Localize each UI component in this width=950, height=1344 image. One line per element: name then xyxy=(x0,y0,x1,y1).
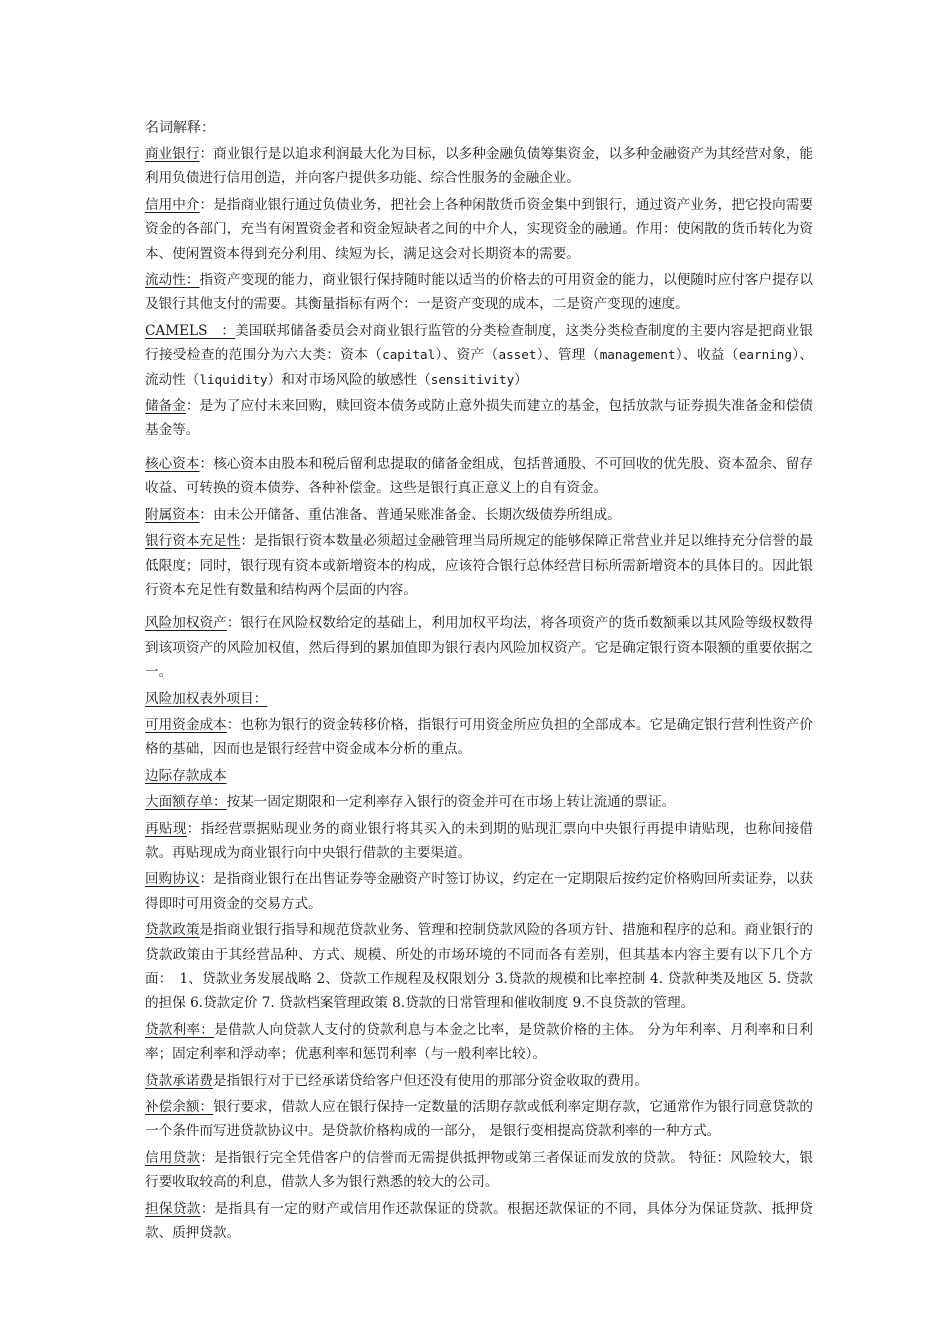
entry-definition: 美国联邦储备委员会对商业银行监管的分类检查制度，这类分类检查制度的主要内容是把商业银行接受检查的范围分为六大类：资本（ xyxy=(145,322,814,364)
glossary-entry xyxy=(145,503,813,527)
glossary-entry xyxy=(145,713,813,762)
entry-definition: 是指商业银行通过负债业务，把社会上各种闲散货币资金集中到银行，通过资产业务，把它投向需要资金的各部门，充当有闲置资金者和资金短缺者之间的中介人，实现资金的融通。作用：使闲散的货币转化为资本、使闲置资本得到充分利用、续短为长，满足这会对长期资本的需要。 xyxy=(145,196,814,262)
entry-term: 补偿余额： xyxy=(145,1099,214,1116)
entry-separator: ： xyxy=(199,506,213,523)
glossary-entry xyxy=(145,790,813,814)
entry-definition: ）、资产（ xyxy=(435,347,499,364)
entry-definition: ）、收益（ xyxy=(675,347,739,364)
glossary-entry xyxy=(145,142,813,191)
entry-definition: ） xyxy=(514,371,528,388)
entry-definition: ）、流动性（ xyxy=(145,347,814,388)
glossary-entry xyxy=(145,1018,813,1067)
glossary-entry xyxy=(145,193,813,266)
entry-term: 贷款利率： xyxy=(145,1021,215,1038)
entry-definition: 是指银行对于已经承诺贷给客户但还没有使用的那部分资金收取的费用。 xyxy=(212,1072,648,1089)
glossary-entry xyxy=(145,1095,813,1144)
entry-separator: ： xyxy=(199,196,214,213)
entry-separator: ： xyxy=(240,533,255,550)
entry-term: 储备金 xyxy=(145,398,186,415)
entry-definition: 是指银行资本数量必须超过金融管理当局所规定的能够保障正常营业并足以维持充分信誉的最低限度；同时，银行现有资本或新增资本的构成，应该符合银行总体经营目标所需新增资本的具体目的。因此银行资本充足性有数量和结构两个层面的内容。 xyxy=(145,533,814,598)
entry-english-term: sensitivity xyxy=(430,371,515,387)
entry-definition: 是借款人向贷款人支付的贷款利息与本金之比率，是贷款价格的主体。 分为年利率、月利率和日利率；固定利率和浮动率；优惠利率和惩罚利率（与一般利率比较）。 xyxy=(145,1021,813,1063)
entry-separator: ： xyxy=(199,871,214,888)
entry-separator: ： xyxy=(200,1200,215,1217)
glossary-entry xyxy=(145,1069,813,1093)
entry-separator: ： xyxy=(226,615,241,632)
entry-definition: 是指银行完全凭借客户的信誉而无需提供抵押物或第三者保证而发放的贷款。 特征：风险较大，银行要收取较高的利息，借款人多为银行熟悉的较大的公司。 xyxy=(145,1149,813,1191)
entry-definition: 由未公开储备、重估准备、普通呆账准备金、长期次级债券所组成。 xyxy=(212,506,621,523)
entry-separator: ： xyxy=(199,146,214,162)
entry-definition: 是指具有一定的财产或信用作还款保证的贷款。根据还款保证的不同，具体分为保证贷款、抵押贷款、质押贷款。 xyxy=(145,1200,814,1242)
entry-term: 贷款政策 xyxy=(145,922,200,939)
entry-term: 信用贷款 xyxy=(145,1149,201,1166)
entry-term: 核心资本 xyxy=(145,455,200,472)
glossary-entry xyxy=(145,1197,813,1246)
entry-definition: 银行在风险权数给定的基础上，利用加权平均法，将各项资产的货币数额乘以其风险等级权数得到该项资产的风险加权值，然后得到的累加值即为银行表内风险加权资产。它是确定银行资本限额的重要依据之一。 xyxy=(145,615,814,681)
entry-term: 信用中介 xyxy=(145,196,200,213)
entry-english-term: capital xyxy=(382,347,436,363)
glossary-entry xyxy=(145,452,813,501)
glossary-entry xyxy=(145,268,813,317)
entry-term: 贷款承诺费 xyxy=(145,1072,213,1089)
entry-term: 可用资金成本 xyxy=(145,716,227,733)
entry-definition: 按某一固定期限和一定利率存入银行的资金并可在市场上转让流通的票证。 xyxy=(226,794,676,811)
glossary-entry xyxy=(145,867,813,916)
document-page xyxy=(145,116,813,1247)
entry-definition: 是指商业银行指导和规范贷款业务、管理和控制贷款风险的各项方针、措施和程序的总和。商业银行的贷款政策由于其经营品种、方式、规模、所处的市场环境的不同而各有差别，但其基本内容主要有以下几个方面： 1、贷款业务发展战略 2、贷款工作规程及权限划分 3.贷款的规模和比率控制 4. 贷款种类及地区 5. 贷款的担保 6.贷款定价 7. 贷款档案管理政策 8.贷款的日常管理和催收制度 9.不良贷款的管理。 xyxy=(145,922,814,1012)
glossary-entry xyxy=(145,529,813,602)
entry-separator: ： xyxy=(186,820,201,837)
glossary-entry xyxy=(145,687,813,711)
entry-definition: 商业银行是以追求利润最大化为目标，以多种金融负债筹集资金，以多种金融资产为其经营对象，能利用负债进行信用创造，并向客户提供多功能、综合性服务的金融企业。 xyxy=(145,146,814,187)
page-heading: 名词解释： xyxy=(145,120,215,136)
glossary-entry xyxy=(145,764,813,788)
glossary-entry xyxy=(145,319,813,392)
entry-term: 担保贷款 xyxy=(145,1200,201,1217)
entry-separator: ： xyxy=(200,1149,215,1166)
entry-english-term: management xyxy=(599,347,676,363)
entry-english-term: earning xyxy=(738,347,792,363)
entry-separator: ： xyxy=(185,398,200,415)
entry-term: 风险加权表外项目： xyxy=(145,690,268,707)
entry-term: 商业银行 xyxy=(145,146,200,162)
entry-definition: 指经营票据贴现业务的商业银行将其买入的未到期的贴现汇票向中央银行再提申请贴现，也称间接借款。再贴现成为商业银行向中央银行借款的主要渠道。 xyxy=(145,820,814,861)
glossary-entry xyxy=(145,918,813,1016)
entry-separator: ： xyxy=(226,716,241,733)
entry-english-term: asset xyxy=(498,347,537,363)
glossary-entry xyxy=(145,1146,813,1195)
entry-separator: ： xyxy=(199,455,214,472)
entry-term: 附属资本 xyxy=(145,506,200,523)
glossary-entry xyxy=(145,817,813,866)
entry-definition: 银行要求，借款人应在银行保持一定数量的活期存款或低利率定期存款，它通常作为银行同意贷款的一个条件而写进贷款协议中。是贷款价格构成的一部分， 是银行变相提高贷款利率的一种方式。 xyxy=(145,1099,814,1140)
entry-term: 风险加权资产 xyxy=(145,615,227,632)
entry-definition: 核心资本由股本和税后留利忠提取的储备金组成，包括普通股、不可回收的优先股、资本盈余、留存收益、可转换的资本债券、各种补偿金。这些是银行真正意义上的自有资金。 xyxy=(145,455,814,497)
glossary-entry xyxy=(145,394,813,443)
entry-definition: ）和对市场风险的敏感性（ xyxy=(267,371,431,388)
entry-definition: 是为了应付未来回购，赎回资本债务或防止意外损失而建立的基金，包括放款与证券损失准备金和偿债基金等。 xyxy=(145,398,814,439)
entry-term: 再贴现 xyxy=(145,820,187,837)
entry-term: 流动性： xyxy=(145,272,200,289)
entry-definition: 也称为银行的资金转移价格，指银行可用资金所应负担的全部成本。它是确定银行营利性资产价格的基础，因而也是银行经营中资金成本分析的重点。 xyxy=(145,716,814,758)
entry-definition: ）、管理（ xyxy=(536,347,600,364)
entry-term: CAMELS ： xyxy=(145,322,236,339)
entry-term: 大面额存单： xyxy=(145,794,227,811)
entry-definition: 指资产变现的能力，商业银行保持随时能以适当的价格去的可用资金的能力，以便随时应付客户提存以及银行其他支付的需要。其衡量指标有两个：一是资产变现的成本，二是资产变现的速度。 xyxy=(145,272,814,313)
entry-term: 边际存款成本 xyxy=(145,767,227,784)
entry-definition: 是指商业银行在出售证券等金融资产时签订协议，约定在一定期限后按约定价格购回所卖证券，以获得即时可用资金的交易方式。 xyxy=(145,871,814,912)
entry-term: 银行资本充足性 xyxy=(145,533,241,550)
glossary-entry xyxy=(145,611,813,684)
entry-english-term: liquidity xyxy=(199,371,268,387)
glossary-list xyxy=(145,142,813,1245)
entry-term: 回购协议 xyxy=(145,871,200,888)
